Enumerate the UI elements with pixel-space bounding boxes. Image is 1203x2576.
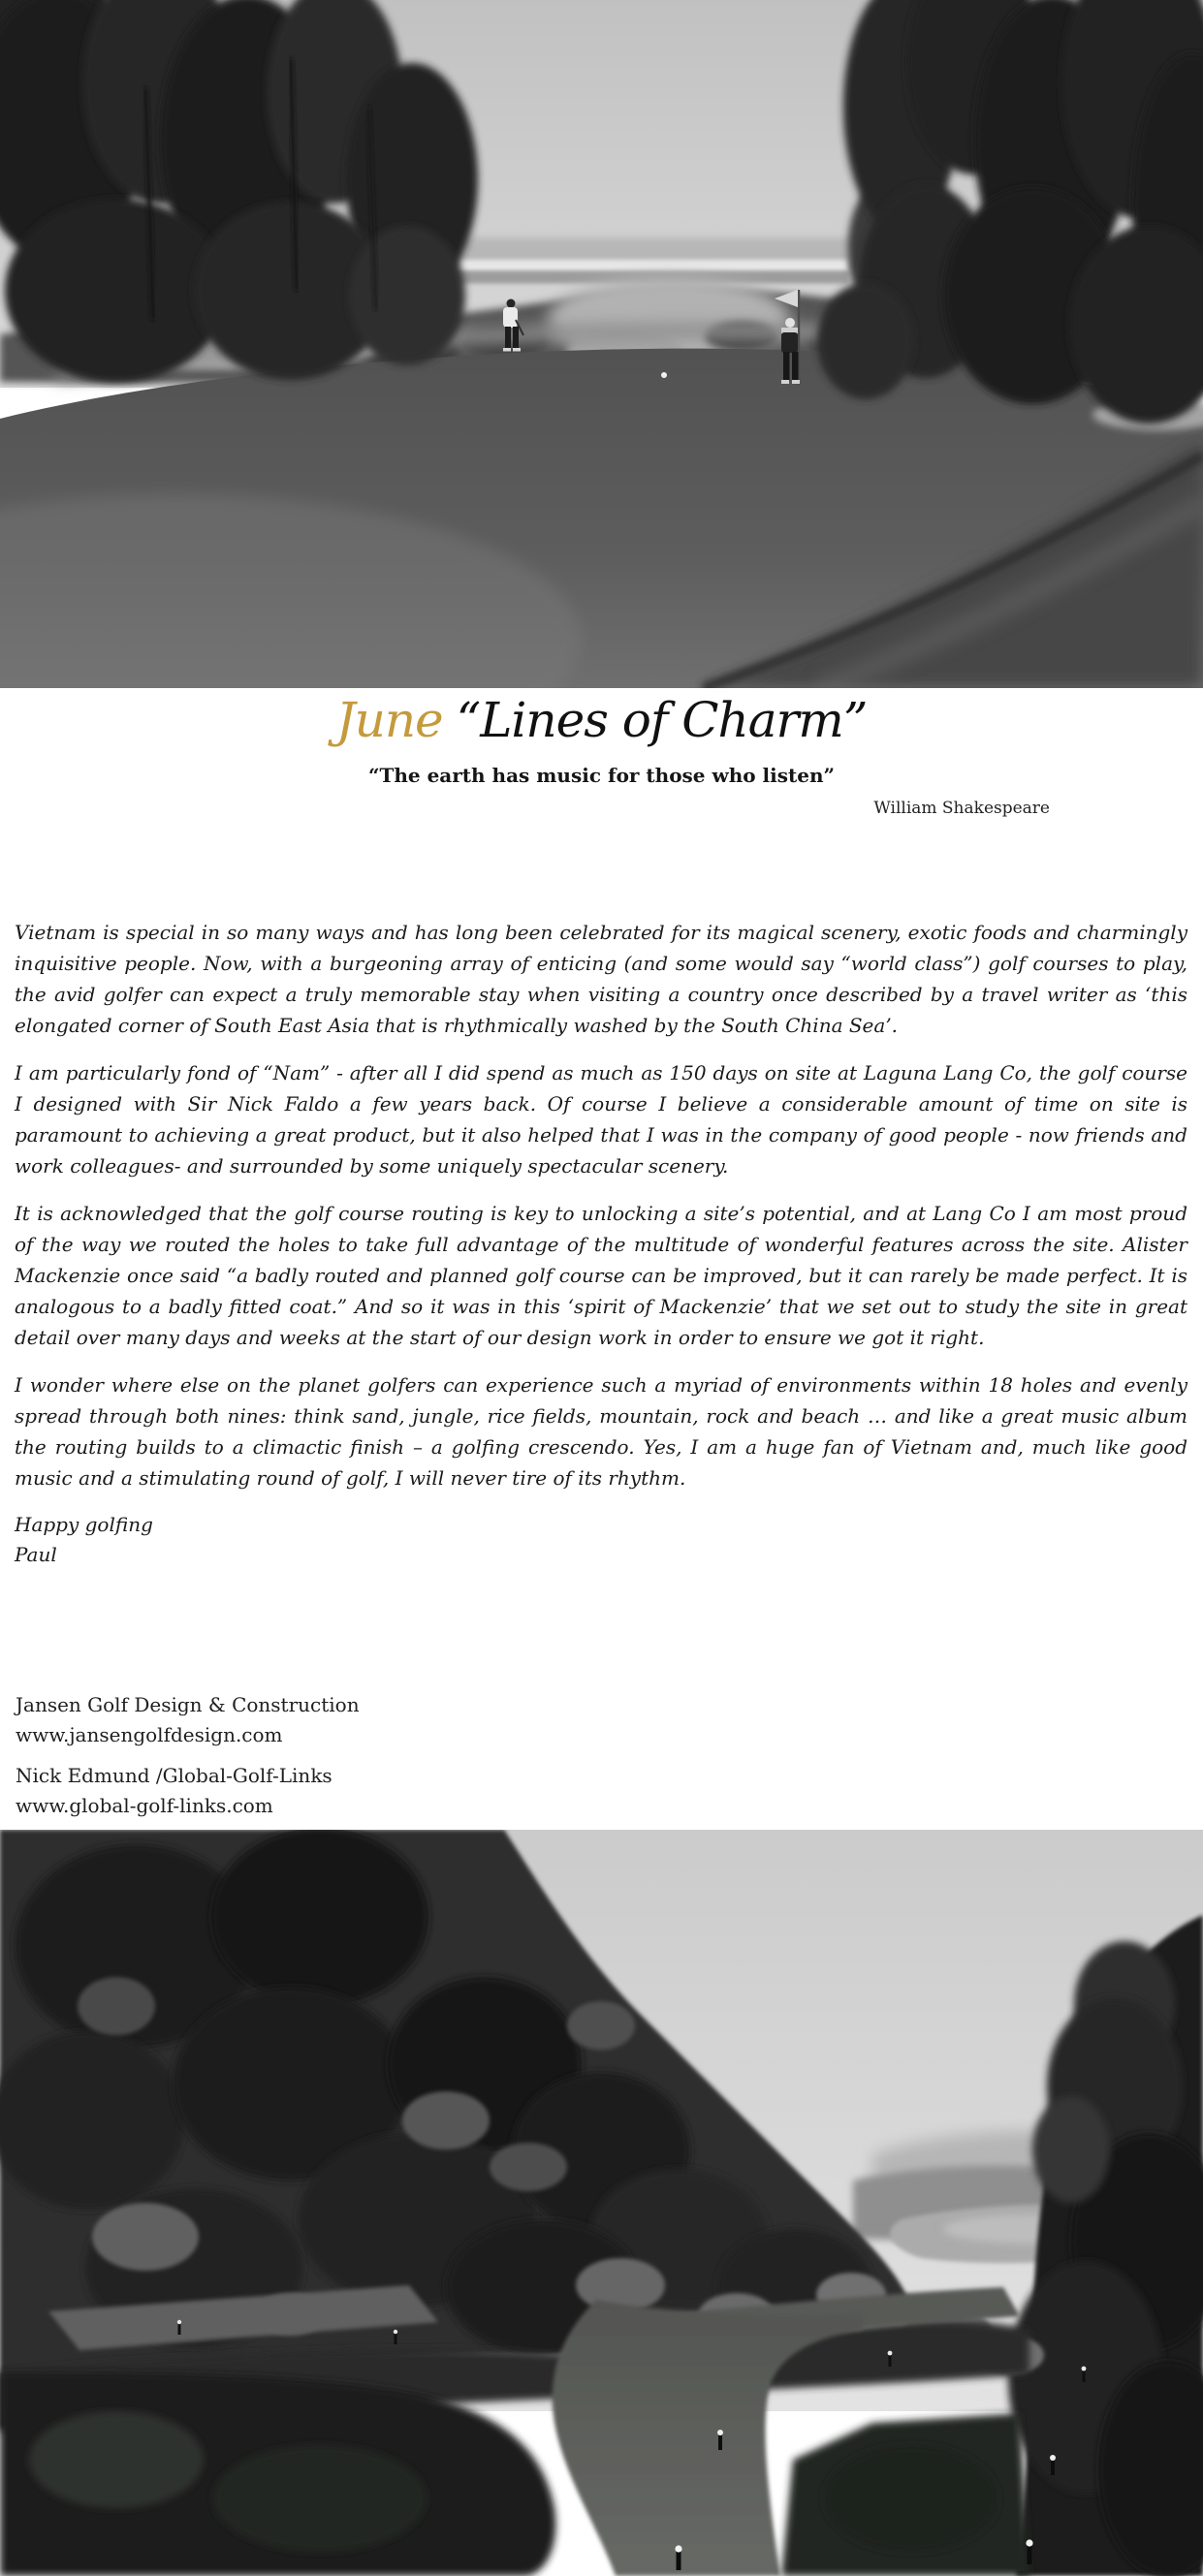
signoff	[15, 1510, 1187, 1570]
top-photo-illustration	[0, 0, 1203, 688]
quote-attribution: William Shakespeare	[873, 799, 1050, 818]
footer-company-block	[16, 1690, 360, 1750]
company-name: Jansen Golf Design & Construction	[16, 1693, 360, 1716]
golf-ball	[661, 372, 667, 378]
paragraph-1: Vietnam is special in so many ways and has long been celebrated for its magical scenery, exotic foods and charmingly inquisitive people. Now, with a burgeoning array of enticing (and some would say “world class”) golf courses to play, the avid golfer can expect a truly memorable stay when visiting a country once described by a travel writer as ‘this elongated corner of South East Asia that is rhythmically washed by the South China Sea’.	[15, 921, 1187, 1037]
footer-partner-block	[16, 1761, 360, 1821]
title-text: “Lines of Charm”	[456, 692, 868, 748]
partner-name: Nick Edmund /Global-Golf-Links	[16, 1764, 332, 1787]
paragraph-2: I am particularly fond of “Nam” - after all I did spend as much as 150 days on site at Laguna Lang Co, the golf course I designed with Sir Nick Faldo a few years back. Of course I believe a considerable amount of time on site is paramount to achieving a great product, but it also helped that I was in the company of good people - now friends and work colleagues- and surrounded by some uniquely spectacular scenery.	[15, 1061, 1187, 1178]
paragraph-3: It is acknowledged that the golf course routing is key to unlocking a site’s potential, and at Lang Co I am most proud of the way we routed the holes to take full advantage of the multitude of wonderful features across the site. Alister Mackenzie once said “a badly routed and planned golf course can be improved, but it can rarely be made perfect. It is analogous to a badly fitted coat.” And so it was in this ‘spirit of Mackenzie’ that we set out to study the site in great detail over many days and weeks at the start of our design work in order to ensure we got it right.	[15, 1202, 1187, 1349]
partner-url-link[interactable]: www.global-golf-links.com	[16, 1794, 273, 1817]
footer-contacts	[16, 1690, 360, 1832]
signoff-name: Paul	[15, 1543, 57, 1566]
bottom-photo-illustration	[0, 1830, 1203, 2576]
letter-body	[15, 917, 1187, 1570]
epigraph-quote: “The earth has music for those who listen”	[367, 764, 836, 787]
company-url-link[interactable]: www.jansengolfdesign.com	[16, 1723, 283, 1746]
right-trees	[817, 0, 1203, 424]
signoff-line: Happy golfing	[15, 1513, 153, 1536]
paragraph-4: I wonder where else on the planet golfers can experience such a myriad of environments within 18 holes and evenly spread through both nines: think sand, jungle, rice fields, mountain, rock and beach … and like a great music album the routing builds to a climactic finish – a golfing crescendo. Yes, I am a huge fan of Vietnam and, much like good music and a stimulating round of golf, I will never tire of its rhythm.	[15, 1373, 1187, 1490]
page-title	[0, 682, 1203, 758]
top-photo-golfers-seaside-green	[0, 0, 1203, 688]
bottom-photo-jungle-valley-hole	[0, 1830, 1203, 2576]
title-month: June	[335, 692, 443, 748]
